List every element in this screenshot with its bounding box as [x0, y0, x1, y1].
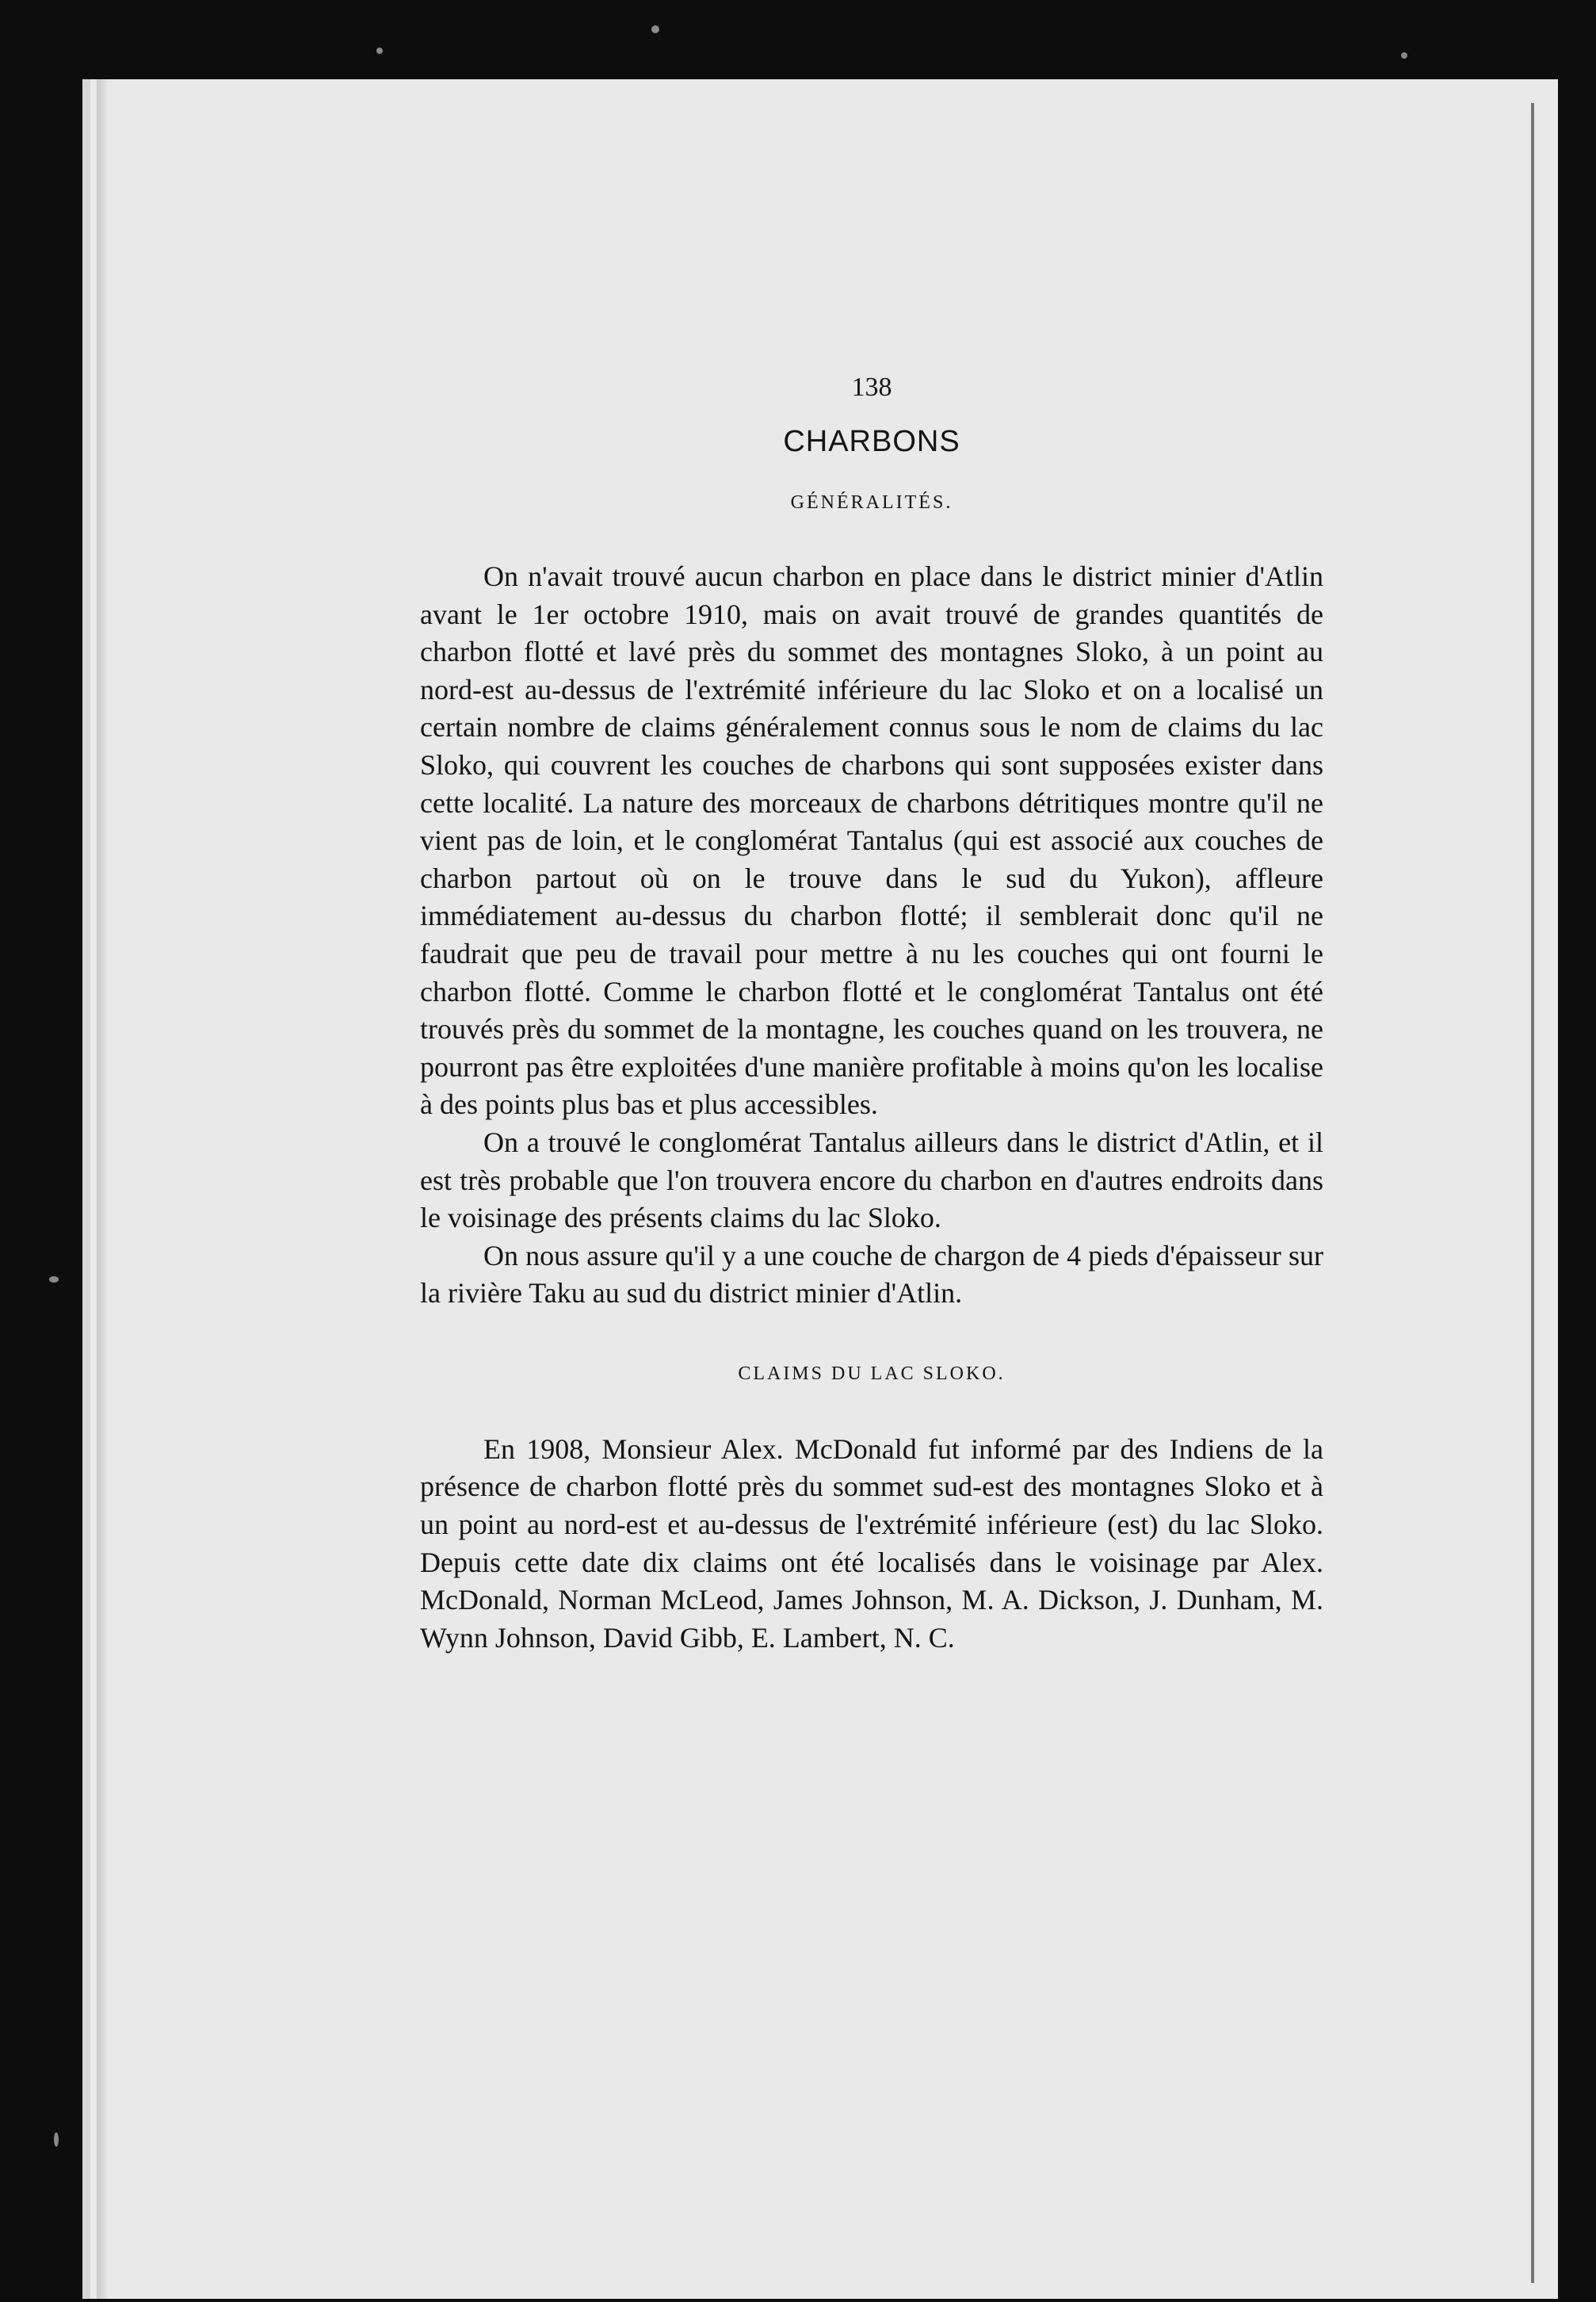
paragraph-3: On nous assure qu'il y a une couche de chargon de 4 pieds d'épaisseur sur la rivière Taku au sud du district minier d'Atlin. — [420, 1239, 1323, 1310]
section-heading-claims-du-lac-sloko: CLAIMS DU LAC SLOKO. — [738, 1363, 1006, 1384]
page-title: CHARBONS — [783, 425, 960, 458]
paragraph-1: On n'avait trouvé aucun charbon en place dans le district minier d'Atlin avant le 1er octobre 1910, mais on avait trouvé de grandes quantités de charbon flotté et lavé près du sommet des montagnes Sloko, à un point au nord-est au-dessus de l'extrémité inférieure du lac Sloko et on a localisé un certain nombre de claims généralement connus sous le nom de claims du lac Sloko, qui couvrent les couches de charbons qui sont supposées exister dans cette localité. La nature des morceaux de charbons détritiques montre qu'il ne vient pas de loin, et le conglomérat Tantalus (qui est associé aux couches de charbon partout où on le trouve dans le sud du Yukon), affleure immédiatement au-dessus du charbon flotté; il semblerait donc qu'il ne faudrait que peu de travail pour mettre à nu les couches qui ont fourni le charbon flotté. Comme le charbon flotté et le conglomérat Tantalus ont été trouvés près du sommet de la montagne, les couches quand on les trouvera, ne pourront pas être exploitées d'une manière profitable à moins qu'on les localise à des points plus bas et plus accessibles. — [420, 560, 1323, 1121]
scan-speck — [651, 25, 659, 33]
paragraph-2: On a trouvé le conglomérat Tantalus ailleurs dans le district d'Atlin, et il est très probable que l'on trouvera encore du charbon en d'autres endroits dans le voisinage des présents claims du lac Sloko. — [420, 1126, 1323, 1234]
scan-speck — [1401, 52, 1407, 59]
scan-speck — [54, 2132, 59, 2147]
page-number: 138 — [851, 373, 892, 402]
scan-speck — [376, 48, 383, 54]
paragraph-4: En 1908, Monsieur Alex. McDonald fut informé par des Indiens de la présence de charbon flotté près du sommet sud-est des montagnes Sloko et à un point au nord-est et au-dessus de l'extrémité inférieure (est) du lac Sloko. Depuis cette date dix claims ont été localisés dans le voisinage par Alex. McDonald, Norman McLeod, James Johnson, M. A. Dickson, J. Dunham, M. Wynn Johnson, David Gibb, E. Lambert, N. C. — [420, 1432, 1323, 1654]
section-heading-generalites: GÉNÉRALITÉS. — [790, 492, 953, 513]
scan-speck — [49, 1276, 59, 1283]
page-content — [420, 373, 1323, 1657]
